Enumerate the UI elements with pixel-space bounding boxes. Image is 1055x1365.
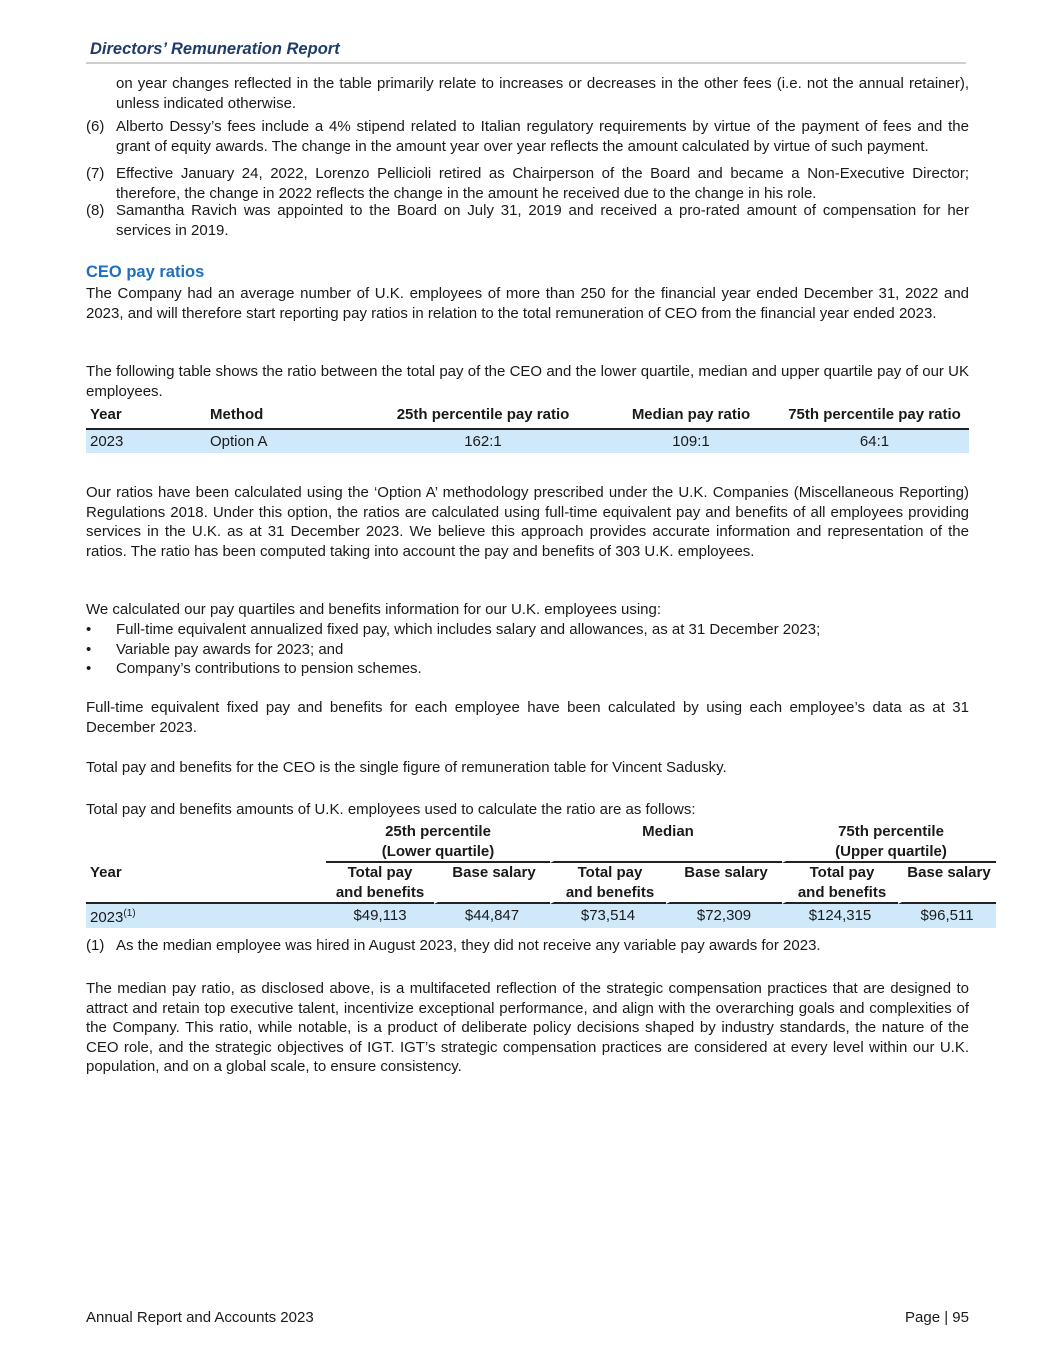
header-line: Total pay (347, 864, 413, 881)
column-header (326, 863, 434, 904)
column-header: Base salary (434, 863, 550, 904)
header-line: Total pay (809, 864, 875, 881)
page-number: Page | 95 (905, 1309, 969, 1326)
sub-header-row (86, 863, 996, 904)
footnote-text: As the median employee was hired in August 2023, they did not receive any variable pay awards for 2023. (116, 937, 821, 954)
table-cell: $124,315 (782, 904, 898, 928)
footnote-7 (86, 164, 969, 203)
employee-pay-table (86, 822, 996, 928)
column-header: Year (86, 402, 206, 430)
list-item (86, 659, 969, 679)
footnote-number: (6) (86, 118, 105, 135)
table-cell: 109:1 (602, 430, 780, 453)
footnote-ref: (1) (123, 908, 136, 919)
bullet-icon: • (86, 640, 92, 658)
list-item-text: Full-time equivalent annualized fixed pay, which includes salary and allowances, as at 31 December 2023; (116, 621, 821, 638)
report-header: Directors’ Remuneration Report (90, 40, 340, 58)
pay-ratio-table (86, 402, 969, 453)
column-header: Base salary (898, 863, 996, 904)
list-item-text: Variable pay awards for 2023; and (116, 640, 344, 658)
header-line: Total pay (577, 864, 643, 881)
group-header-median (550, 822, 782, 863)
paragraph: Full-time equivalent fixed pay and benefits for each employee have been calculated by using each employee’s data as at 31 December 2023. (86, 699, 969, 736)
group-header-lower-quartile (326, 822, 550, 863)
list-item-text: Company’s contributions to pension schemes. (116, 660, 422, 677)
header-line: and benefits (335, 883, 425, 901)
table-cell: 64:1 (780, 430, 969, 453)
paragraph: We calculated our pay quartiles and benefits information for our U.K. employees using: (86, 601, 662, 618)
column-header: Method (206, 402, 364, 430)
footnote-8 (86, 201, 969, 240)
header-line: and benefits (565, 883, 655, 901)
column-header (550, 863, 666, 904)
table-cell: Option A (206, 430, 364, 453)
group-label: Median (642, 823, 694, 840)
table-cell: $72,309 (666, 904, 782, 928)
paragraph: The median pay ratio, as disclosed above, is a multifaceted reflection of the strategic compensation practices that are designed to attract and retain top executive talent, incentivize exceptional performance, and align with the overarching goals and complexities of the Company. This ratio, while notable, is a product of deliberate policy decisions shaped by industry standards, the nature of the CEO role, and the strategic objectives of IGT. IGT’s strategic compensation practices are considered at every level within our U.K. population, and on a global scale, to ensure consistency. (86, 980, 969, 1075)
paragraph: Total pay and benefits for the CEO is the single figure of remuneration table for Vincent Sadusky. (86, 759, 727, 776)
table-row (86, 904, 996, 928)
section-title: CEO pay ratios (86, 263, 205, 281)
table-cell: $96,511 (898, 904, 996, 928)
column-header: Median pay ratio (602, 402, 780, 430)
footnote-number: (7) (86, 165, 105, 182)
paragraph: Total pay and benefits amounts of U.K. employees used to calculate the ratio are as follows: (86, 801, 696, 818)
footnote-number: (1) (86, 937, 105, 954)
paragraph: The following table shows the ratio between the total pay of the CEO and the lower quartile, median and upper quartile pay of our UK employees. (86, 363, 969, 400)
column-header: 25th percentile pay ratio (364, 402, 602, 430)
list-item (86, 620, 969, 640)
table-cell: 2023 (86, 430, 206, 453)
year-cell (86, 904, 326, 928)
table-cell: $44,847 (434, 904, 550, 928)
column-header: Year (86, 863, 326, 904)
group-header-upper-quartile (782, 822, 996, 863)
footnote-text: Samantha Ravich was appointed to the Board on July 31, 2019 and received a pro-rated amount of compensation for her services in 2019. (116, 202, 969, 239)
group-label: 25th percentile (385, 823, 491, 840)
footer-title: Annual Report and Accounts 2023 (86, 1309, 314, 1326)
footnote-6 (86, 117, 969, 156)
column-header: Base salary (666, 863, 782, 904)
table-row (86, 430, 969, 453)
footnote-number: (8) (86, 202, 105, 219)
year-value: 2023 (90, 909, 124, 926)
paragraph: The Company had an average number of U.K. employees of more than 250 for the financial year ended December 31, 2022 and 2023, and will therefore start reporting pay ratios in relation to the total remuneration of CEO from the financial year ended 2023. (86, 285, 969, 322)
bullet-icon: • (86, 660, 92, 677)
group-sublabel: (Upper quartile) (835, 842, 947, 860)
table-cell: $73,514 (550, 904, 666, 928)
group-header-row (86, 822, 996, 863)
table-header-row (86, 402, 969, 430)
bullet-list (86, 620, 969, 679)
table-cell: 162:1 (364, 430, 602, 453)
table-footnote (86, 936, 969, 956)
header-divider (86, 62, 966, 64)
footnote-text: Alberto Dessy’s fees include a 4% stipend related to Italian regulatory requirements by virtue of the payment of fees and the grant of equity awards. The change in the amount year over year reflects the amount calculated by virtue of such payment. (116, 118, 969, 155)
footnote-continuation: on year changes reflected in the table primarily relate to increases or decreases in the other fees (i.e. not the annual retainer), unless indicated otherwise. (116, 75, 969, 112)
group-sublabel: (Lower quartile) (381, 842, 495, 860)
group-label: 75th percentile (838, 823, 944, 840)
paragraph: Our ratios have been calculated using the ‘Option A’ methodology prescribed under the U.K. Companies (Miscellaneous Reporting) Regulations 2018. Under this option, the ratios are calculated using full-time equivalent pay and benefits of all employees providing services in the U.K. as at 31 December 2023. We believe this approach provides accurate information and representation of the ratios. The ratio has been computed taking into account the pay and benefits of 303 U.K. employees. (86, 484, 969, 560)
table-cell: $49,113 (326, 904, 434, 928)
header-line: and benefits (797, 883, 887, 901)
bullet-icon: • (86, 621, 92, 638)
list-item (86, 640, 969, 660)
column-header (782, 863, 898, 904)
column-header: 75th percentile pay ratio (780, 402, 969, 430)
footnote-text: Effective January 24, 2022, Lorenzo Pellicioli retired as Chairperson of the Board and became a Non-Executive Director; therefore, the change in 2022 reflects the change in the amount he received due to the change in his role. (116, 165, 969, 202)
